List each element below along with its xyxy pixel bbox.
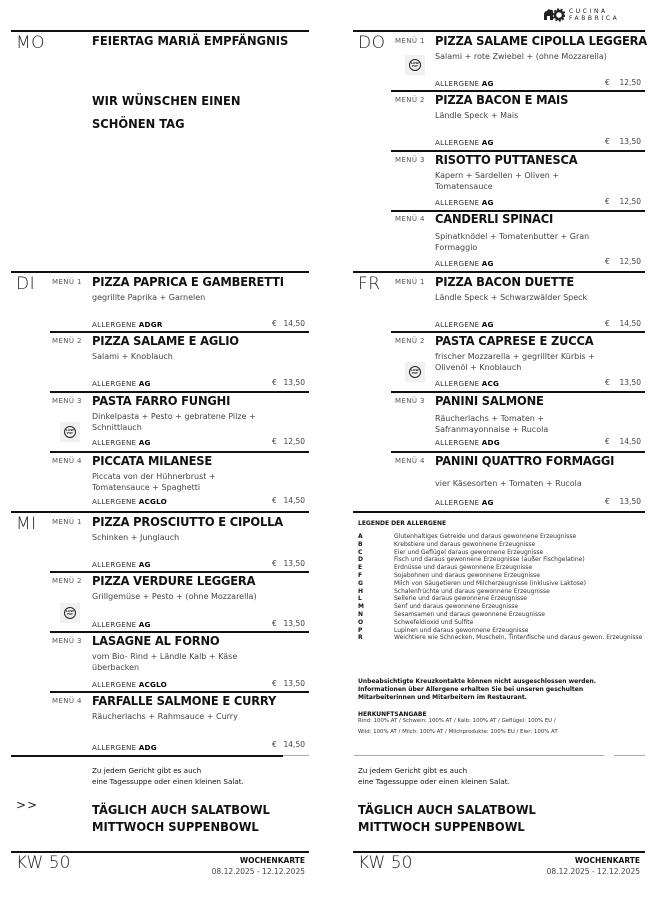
legend-item: [358, 533, 576, 541]
dish-description: Piccata von der Hühnerbrust + Tomatensauce + Spaghetti: [92, 472, 216, 492]
legend-text: Sesamsamen und daraus gewonnene Erzeugnisse: [394, 611, 545, 618]
allergen-info: ALLERGENE ADG: [92, 743, 157, 752]
dish-description: Spinatknödel + Tomatenbutter + Gran Formaggio: [435, 232, 590, 252]
allergen-info: ALLERGENE AG: [92, 438, 151, 447]
legend-key: H: [358, 587, 364, 595]
menu-label: MENÜ 2: [395, 96, 425, 104]
allergen-info: ALLERGENE AG: [435, 138, 494, 147]
currency: €: [605, 197, 610, 206]
allergen-info: ALLERGENE AG: [92, 620, 151, 629]
price: 14,50: [283, 319, 305, 328]
dish-description: frischer Mozzarella + gegrillter Kürbis + Olivenöl + Knoblauch: [435, 352, 595, 372]
price: 13,50: [283, 679, 305, 688]
currency: €: [272, 679, 277, 688]
price: 13,50: [283, 559, 305, 568]
currency: €: [272, 559, 277, 568]
allergen-info: ALLERGENE AG: [435, 259, 494, 268]
day-label-di: DI: [16, 274, 36, 294]
currency: €: [605, 378, 610, 387]
legend-item: [358, 580, 586, 588]
day-label-mo: MO: [16, 33, 46, 53]
day-label-fr: FR: [358, 274, 381, 294]
price: 14,50: [283, 740, 305, 749]
cross-contact-warning: Unbeabsichtigte Kreuzkontakte können nicht ausgeschlossen werden. Informationen über Allergene erhalten Sie bei unseren geschulten Mitarbeiterinnen und Mitarbeitern im Restaurant.: [358, 678, 597, 701]
date-range: 08.12.2025 - 12.12.2025: [211, 867, 305, 876]
dish-title: PIZZA SALAME CIPOLLA LEGGERA: [435, 33, 648, 48]
divider: [11, 755, 283, 757]
day-label-mi: MI: [16, 514, 37, 534]
menu-label: MENÜ 2: [52, 337, 82, 345]
price: 14,50: [283, 496, 305, 505]
legend-key: R: [358, 634, 363, 642]
arrows-icon: >>: [16, 798, 39, 812]
currency: €: [605, 319, 610, 328]
dish-title: PIZZA PROSCIUTTO E CIPOLLA: [92, 514, 283, 529]
low-fat-badge: [405, 362, 425, 382]
allergen-info: ALLERGENE ADGR: [92, 320, 163, 329]
low-fat-badge: [60, 603, 80, 623]
price: 14,50: [619, 437, 641, 446]
menu-label: MENÜ 1: [52, 518, 82, 526]
dish-description: Räucherlachs + Tomaten + Safranmayonnaise + Rucola: [435, 414, 549, 434]
menu-label: MENÜ 3: [52, 637, 82, 645]
legend-key: P: [358, 626, 363, 634]
low-fat-icon: LOW FAT: [409, 59, 421, 71]
low-fat-badge: [60, 422, 80, 442]
legend-key: A: [358, 533, 363, 540]
currency: €: [272, 619, 277, 628]
weekly-menu-title: WOCHENKARTE: [239, 856, 305, 865]
legend-key: F: [358, 572, 363, 579]
legend-text: Schalenfrüchte und daraus gewonnene Erzeugnisse: [394, 587, 550, 595]
currency: €: [605, 78, 610, 87]
legend-item: [358, 627, 528, 635]
wish-line1: WIR WÜNSCHEN EINEN: [92, 93, 241, 108]
allergen-info: ALLERGENE ACGLO: [92, 497, 167, 506]
dish-title: PASTA CAPRESE E ZUCCA: [435, 333, 594, 348]
allergen-info: ALLERGENE AG: [435, 198, 494, 207]
dish-title: CANDERLI SPINACI: [435, 211, 554, 226]
legend-key: L: [358, 595, 362, 603]
legend-key: O: [358, 618, 364, 626]
bowl-info: TÄGLICH AUCH SALATBOWL MITTWOCH SUPPENBOWL: [92, 802, 270, 834]
legend-item: [358, 541, 535, 549]
date-range: 08.12.2025 - 12.12.2025: [546, 867, 640, 876]
allergen-info: ALLERGENE ACGLO: [92, 680, 167, 689]
menu-label: MENÜ 3: [395, 397, 425, 405]
legend-text: Lupinen und daraus gewonnene Erzeugnisse: [394, 626, 529, 634]
calendar-week: KW 50: [358, 853, 413, 873]
legend-item: [358, 634, 642, 642]
dish-description: Kapern + Sardellen + Oliven + Tomatensauce: [435, 171, 560, 191]
currency: €: [605, 257, 610, 266]
legend-key: M: [358, 603, 364, 611]
currency: €: [605, 437, 610, 446]
allergen-info: ALLERGENE ADG: [435, 438, 500, 447]
divider: [354, 755, 604, 756]
menu-label: MENÜ 1: [395, 278, 425, 286]
menu-label: MENÜ 4: [395, 215, 425, 223]
dish-title: PASTA FARRO FUNGHI: [92, 393, 231, 408]
dish-description: Räucherlachs + Rahmsauce + Curry: [92, 712, 238, 721]
price: 12,50: [283, 437, 305, 446]
price: 13,50: [283, 619, 305, 628]
chef-hat-gear-icon: [543, 8, 565, 22]
menu-label: MENÜ 4: [52, 697, 82, 705]
dish-title: PIZZA BACON DUETTE: [435, 274, 575, 289]
side-dish-note: Zu jedem Gericht gibt es auch eine Tagessuppe oder einen kleinen Salat.: [92, 766, 244, 786]
legend-text: Weichtiere wie Schnecken, Muscheln, Tintenfische und daraus gewon. Erzeugnisse: [394, 634, 643, 642]
legend-text: Sojabohnen und daraus gewonnene Erzeugnisse: [394, 572, 540, 579]
legend-item: [358, 595, 527, 603]
divider: [614, 755, 645, 756]
price: 14,50: [619, 319, 641, 328]
dish-description: Ländle Speck + Schwarzwälder Speck: [435, 293, 588, 302]
dish-title: PIZZA PAPRICA E GAMBERETTI: [92, 274, 284, 289]
divider: [353, 511, 645, 513]
divider: [353, 30, 645, 32]
low-fat-icon: LOW FAT: [64, 426, 76, 438]
dish-title: PANINI QUATTRO FORMAGGI: [435, 453, 615, 468]
legend-text: Senf und daraus gewonnene Erzeugnisse: [394, 603, 519, 611]
price: 12,50: [619, 197, 641, 206]
allergen-info: ALLERGENE AG: [435, 320, 494, 329]
legend-key: C: [358, 548, 363, 556]
currency: €: [605, 497, 610, 506]
origin-info: Rind: 100% AT / Schwein: 100% AT / Kalb: 100% AT / Geflügel: 100% EU / Wild: 100% AT / Milch: 100% AT / Milchprodukte: 100% EU / Eier: 100% AT: [358, 718, 558, 735]
legend-text: Sellerie und daraus gewonnene Erzeugnisse: [394, 595, 527, 603]
dish-title: PIZZA BACON E MAIS: [435, 92, 569, 107]
dish-description: gegrillte Paprika + Garnelen: [92, 293, 206, 302]
origin-title: HERKUNFTSANGABE: [358, 711, 427, 718]
legend-item: [358, 572, 540, 580]
menu-label: MENÜ 4: [395, 457, 425, 465]
currency: €: [272, 437, 277, 446]
divider: [11, 511, 309, 513]
dish-title: FARFALLE SALMONE E CURRY: [92, 693, 277, 708]
dish-description: Salami + Knoblauch: [92, 352, 173, 361]
low-fat-badge: [405, 55, 425, 75]
brand-logo: [543, 8, 619, 22]
allergen-info: ALLERGENE AG: [92, 560, 151, 569]
dish-description: Schinken + Junglauch: [92, 533, 180, 542]
legend-text: Krebstiere und daraus gewonnene Erzeugnisse: [394, 540, 536, 548]
price: 13,50: [619, 497, 641, 506]
dish-title: PIZZA SALAME E AGLIO: [92, 333, 239, 348]
holiday-title: FEIERTAG MARIÄ EMPFÄNGNIS: [92, 33, 289, 48]
dish-title: PANINI SALMONE: [435, 393, 544, 408]
legend-text: Fisch und daraus gewonnene Erzeugnisse (außer Fischgelatine): [394, 556, 585, 564]
legend-key: B: [358, 540, 363, 548]
legend-item: [358, 603, 518, 611]
currency: €: [272, 378, 277, 387]
low-fat-icon: LOW FAT: [64, 607, 76, 619]
side-dish-note: Zu jedem Gericht gibt es auch eine Tagessuppe oder einen kleinen Salat.: [358, 766, 510, 786]
dish-description: Grillgemüse + Pesto + (ohne Mozzarella): [92, 592, 257, 601]
legend-item: [358, 556, 585, 564]
dish-description: vom Bio- Rind + Ländle Kalb + Käse überbacken: [92, 652, 238, 672]
legend-title: LEGENDE DER ALLERGENE: [358, 520, 447, 527]
menu-label: MENÜ 1: [395, 37, 425, 45]
currency: €: [272, 496, 277, 505]
legend-item: [358, 611, 545, 619]
wish-line2: SCHÖNEN TAG: [92, 116, 185, 131]
legend-key: E: [358, 564, 363, 572]
menu-label: MENÜ 1: [52, 278, 82, 286]
dish-description: vier Käsesorten + Tomaten + Rucola: [435, 479, 582, 488]
legend-text: Erdnüsse und daraus gewonnene Erzeugnisse: [394, 564, 533, 572]
legend-text: Eier und Geflügel daraus gewonnene Erzeugnisse: [394, 548, 544, 556]
legend-key: D: [358, 556, 363, 564]
legend-item: [358, 588, 550, 596]
dish-description: Ländle Speck + Mais: [435, 111, 519, 120]
menu-label: MENÜ 2: [395, 337, 425, 345]
currency: €: [272, 740, 277, 749]
divider: [11, 271, 309, 273]
allergen-info: ALLERGENE AG: [435, 498, 494, 507]
allergen-info: ALLERGENE ACG: [435, 379, 500, 388]
divider: [353, 271, 645, 273]
divider: [283, 755, 309, 756]
weekly-menu-title: WOCHENKARTE: [574, 856, 640, 865]
menu-label: MENÜ 2: [52, 577, 82, 585]
dish-title: PIZZA VERDURE LEGGERA: [92, 573, 256, 588]
brand-name-line2: FABBRICA: [569, 15, 620, 22]
dish-title: PICCATA MILANESE: [92, 453, 213, 468]
legend-item: [358, 564, 532, 572]
dish-title: LASAGNE AL FORNO: [92, 633, 220, 648]
menu-label: MENÜ 3: [395, 156, 425, 164]
day-label-do: DO: [358, 33, 386, 53]
legend-text: Schwefeldioxid und Sulfite: [394, 618, 474, 626]
legend-item: [358, 549, 543, 557]
legend-text: Milch von Säugetieren und Milcherzeugnisse (inklusive Laktose): [394, 579, 586, 587]
price: 13,50: [283, 378, 305, 387]
dish-description: Dinkelpasta + Pesto + gebratene Pilze + Schnittlauch: [92, 412, 256, 432]
legend-key: G: [358, 579, 363, 587]
menu-label: MENÜ 3: [52, 397, 82, 405]
price: 12,50: [619, 78, 641, 87]
price: 12,50: [619, 257, 641, 266]
legend-item: [358, 619, 473, 627]
price: 13,50: [619, 137, 641, 146]
low-fat-icon: LOW FAT: [409, 366, 421, 378]
dish-description: Salami + rote Zwiebel + (ohne Mozzarella): [435, 52, 607, 61]
currency: €: [605, 137, 610, 146]
allergen-info: ALLERGENE AG: [435, 79, 494, 88]
menu-label: MENÜ 4: [52, 457, 82, 465]
legend-text: Glutenhaltiges Getreide und daraus gewonnene Erzeugnisse: [394, 533, 577, 540]
brand-name-line1: CUCINA: [569, 8, 608, 15]
price: 13,50: [619, 378, 641, 387]
dish-title: RISOTTO PUTTANESCA: [435, 152, 578, 167]
legend-key: N: [358, 611, 364, 618]
calendar-week: KW 50: [16, 853, 71, 873]
currency: €: [272, 319, 277, 328]
bowl-info: TÄGLICH AUCH SALATBOWL MITTWOCH SUPPENBOWL: [358, 802, 536, 834]
allergen-info: ALLERGENE AG: [92, 379, 151, 388]
